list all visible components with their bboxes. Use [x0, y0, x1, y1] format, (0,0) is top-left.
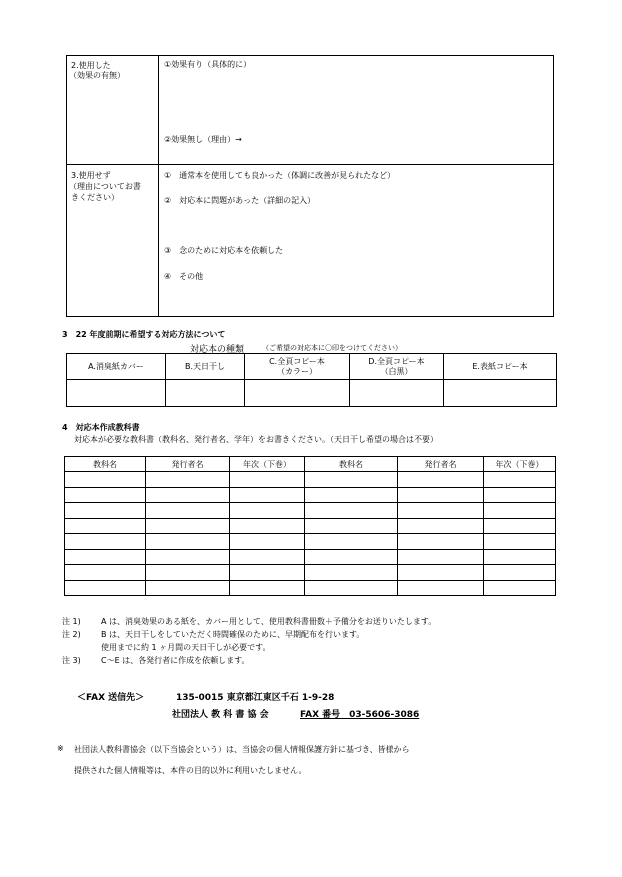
row3-label-line1: 3.使用せず: [71, 171, 111, 180]
row2-label-line1: 2.使用した: [71, 61, 111, 70]
row3-label-line2: （理由についてお書: [69, 182, 141, 191]
note1-text: A は、消臭効果のある紙を、カバー用として、使用教科書冊数＋予備分をお送りいたします。: [101, 617, 437, 626]
option-a-cell[interactable]: [67, 354, 166, 380]
section3-types-header: 対応本の種類: [190, 345, 245, 355]
note3-text: C～E は、各発行者に作成を依頼します。: [101, 656, 250, 665]
row3-option-4: ④ その他: [164, 272, 204, 281]
table-row[interactable]: [65, 487, 556, 503]
note2-text: B は、天日干しをしていただく時間確保のために、早期配布を行います。: [101, 630, 365, 639]
fax-org: 社団法人 教 科 書 協 会: [172, 710, 269, 720]
usage-table-col-divider: [158, 55, 159, 316]
option-c-label-line2: （カラー）: [277, 366, 317, 376]
privacy-mark: ※: [57, 744, 64, 753]
option-d-mark[interactable]: [350, 380, 444, 407]
col-subject-2: 教科名: [305, 457, 398, 472]
privacy-line2: 提供された個人情報等は、本件の目的以外に利用いたしません。: [74, 766, 307, 775]
section3-types-note: （ご希望の対応本に〇印をつけてください）: [262, 344, 402, 352]
option-d-cell[interactable]: [350, 354, 444, 380]
table-row[interactable]: [65, 503, 556, 519]
option-e-mark[interactable]: [444, 380, 557, 407]
table-row[interactable]: [65, 565, 556, 581]
option-d-label-line2: （白黒）: [380, 366, 413, 376]
note2-text-line2: 使用までに約 1 ヶ月間の天日干しが必要です。: [101, 643, 271, 652]
fax-number: FAX 番号 03-5606-3086: [300, 710, 420, 720]
textbook-table: [64, 456, 556, 596]
option-c-mark[interactable]: [245, 380, 350, 407]
section4-heading: 4 対応本作成教科書: [62, 423, 140, 432]
option-d-label-line1: D.全頁コピー本: [368, 356, 425, 366]
option-a-label: A.消臭紙カバー: [88, 362, 144, 371]
option-b-label: B.天日干し: [184, 362, 226, 371]
row3-label-line3: きください）: [71, 193, 119, 202]
note3-label: 注 3): [62, 656, 81, 665]
col-grade-1: 年次（下巻）: [230, 457, 305, 472]
col-publisher-2: 発行者名: [398, 457, 484, 472]
fax-address: 135-0015 東京都江東区千石 1-9-28: [176, 693, 335, 703]
section3-heading: 3 22 年度前期に希望する対応方法について: [62, 330, 226, 339]
option-b-mark[interactable]: [166, 380, 245, 407]
table-row[interactable]: [65, 472, 556, 488]
note1-label: 注 1): [62, 617, 81, 626]
col-subject-1: 教科名: [65, 457, 146, 472]
option-e-label: E.表紙コピー本: [472, 362, 528, 371]
section4-instruction: 対応本が必要な教科書（教科名、発行者名、学年）をお書きください。（天日干し希望の場合は不要）: [74, 435, 438, 444]
option-e-cell[interactable]: [444, 354, 557, 380]
table-row[interactable]: [65, 549, 556, 565]
fax-label: ＜FAX 送信先＞: [77, 693, 145, 703]
table-row[interactable]: [65, 518, 556, 534]
row2-option-effective: ①効果有り（具体的に）: [164, 60, 252, 69]
row3-option-2: ② 対応本に問題があった（詳細の記入）: [164, 196, 316, 205]
option-a-mark[interactable]: [67, 380, 166, 407]
option-b-cell[interactable]: [166, 354, 245, 380]
col-grade-2: 年次（下巻）: [484, 457, 556, 472]
row2-option-no-effect: ②効果無し（理由）→: [164, 135, 242, 144]
section3-options-table: [66, 353, 557, 407]
note2-label: 注 2): [62, 630, 81, 639]
row3-option-1: ① 通常本を使用しても良かった（体調に改善が見られたなど）: [164, 171, 396, 180]
table-row[interactable]: [65, 580, 556, 596]
option-c-label-line1: C.全頁コピー本: [269, 356, 325, 366]
usage-table-row-divider: [66, 164, 553, 165]
option-c-cell[interactable]: [245, 354, 350, 380]
row3-option-3: ③ 念のために対応本を依頼した: [164, 246, 284, 255]
row2-label-line2: （効果の有無）: [69, 71, 125, 80]
table-row[interactable]: [65, 534, 556, 550]
col-publisher-1: 発行者名: [146, 457, 230, 472]
privacy-line1: 社団法人教科書協会（以下当協会という）は、当協会の個人情報保護方針に基づき、皆様から: [74, 745, 410, 754]
